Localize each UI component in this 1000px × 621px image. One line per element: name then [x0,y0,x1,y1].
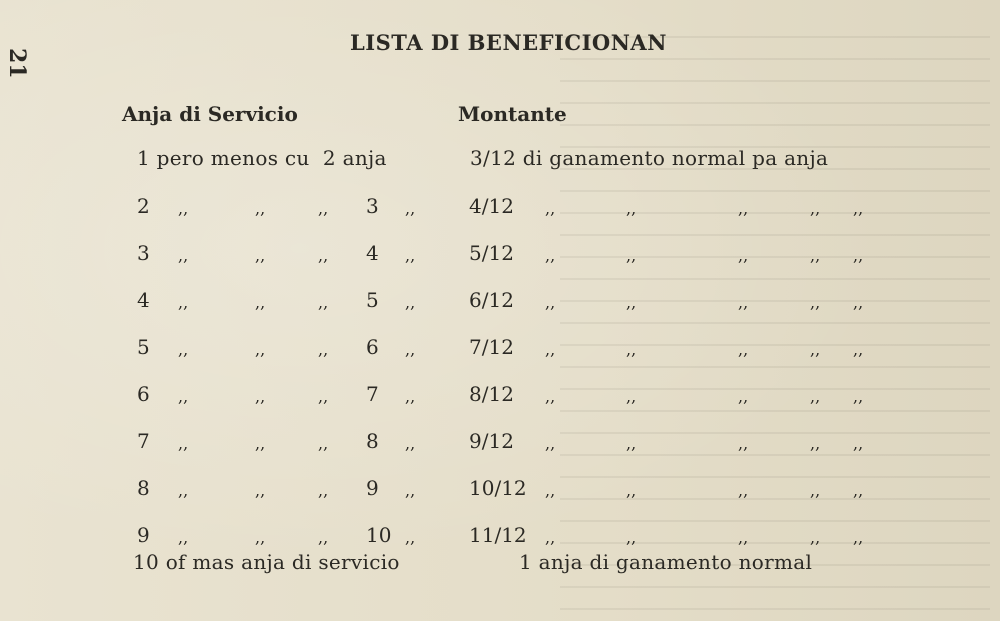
ditto-mark: ,, [178,199,189,218]
row-to: 8 [366,429,379,453]
ditto-mark: ,, [318,387,329,406]
ditto-mark: ,, [178,528,189,547]
header-amount: Montante [458,102,567,126]
ditto-mark: ,, [853,528,864,547]
ditto-mark: ,, [626,434,637,453]
ditto-mark: ,, [405,293,416,312]
row-fraction: 4/12 [469,194,514,218]
ditto-mark: ,, [853,481,864,500]
ditto-mark: ,, [810,246,821,265]
page-number: 21 [4,48,30,79]
row-to: 5 [366,288,379,312]
ditto-mark: ,, [405,340,416,359]
ditto-mark: ,, [853,199,864,218]
ditto-mark: ,, [405,387,416,406]
page-title: LISTA DI BENEFICIONAN [350,30,667,55]
row-from: 9 [137,523,150,547]
ditto-mark: ,, [738,246,749,265]
ditto-mark: ,, [810,387,821,406]
row-from: 3 [137,241,150,265]
ditto-mark: ,, [626,481,637,500]
ditto-mark: ,, [255,246,266,265]
row-fraction: 9/12 [469,429,514,453]
row-to: 7 [366,382,379,406]
row-fraction: 6/12 [469,288,514,312]
ditto-mark: ,, [318,246,329,265]
ditto-mark: ,, [545,387,556,406]
ditto-mark: ,, [738,340,749,359]
row-from: 8 [137,476,150,500]
ditto-mark: ,, [178,293,189,312]
ditto-mark: ,, [545,340,556,359]
row-from: 2 [137,194,150,218]
row-fraction: 11/12 [469,523,527,547]
ditto-mark: ,, [626,199,637,218]
ditto-mark: ,, [853,434,864,453]
ditto-mark: ,, [255,481,266,500]
ditto-mark: ,, [545,199,556,218]
ditto-mark: ,, [255,434,266,453]
row-fraction: 10/12 [469,476,527,500]
ditto-mark: ,, [405,199,416,218]
ditto-mark: ,, [738,481,749,500]
ditto-mark: ,, [255,199,266,218]
row-from: 4 [137,288,150,312]
ditto-mark: ,, [255,528,266,547]
ditto-mark: ,, [853,387,864,406]
ditto-mark: ,, [405,434,416,453]
row-fraction: 7/12 [469,335,514,359]
ditto-mark: ,, [810,528,821,547]
ditto-mark: ,, [738,434,749,453]
row-fraction: 5/12 [469,241,514,265]
header-years-of-service: Anja di Servicio [122,102,298,126]
ditto-mark: ,, [810,481,821,500]
ditto-mark: ,, [738,528,749,547]
ditto-mark: ,, [810,293,821,312]
ditto-mark: ,, [178,387,189,406]
ditto-mark: ,, [853,246,864,265]
row-fraction: 8/12 [469,382,514,406]
ditto-mark: ,, [626,293,637,312]
ditto-mark: ,, [318,199,329,218]
row-to: 10 [366,523,392,547]
ditto-mark: ,, [545,246,556,265]
ditto-mark: ,, [626,387,637,406]
ditto-mark: ,, [810,434,821,453]
row-from: 6 [137,382,150,406]
ditto-mark: ,, [255,293,266,312]
ditto-mark: ,, [738,293,749,312]
ditto-mark: ,, [545,434,556,453]
ditto-mark: ,, [178,481,189,500]
ditto-mark: ,, [178,340,189,359]
ditto-mark: ,, [178,434,189,453]
ditto-mark: ,, [178,246,189,265]
ditto-mark: ,, [318,481,329,500]
ditto-mark: ,, [626,246,637,265]
ditto-mark: ,, [318,340,329,359]
ditto-mark: ,, [405,481,416,500]
ditto-mark: ,, [853,293,864,312]
ditto-mark: ,, [810,340,821,359]
first-row-years: 1 pero menos cu 2 anja [137,146,387,170]
ditto-mark: ,, [738,387,749,406]
ditto-mark: ,, [853,340,864,359]
ditto-mark: ,, [255,387,266,406]
ditto-mark: ,, [405,246,416,265]
ditto-mark: ,, [318,293,329,312]
last-row-amount: 1 anja di ganamento normal [519,550,813,574]
ditto-mark: ,, [626,340,637,359]
row-to: 6 [366,335,379,359]
last-row-years: 10 of mas anja di servicio [133,550,400,574]
ditto-mark: ,, [318,434,329,453]
row-to: 4 [366,241,379,265]
ditto-mark: ,, [810,199,821,218]
row-to: 3 [366,194,379,218]
ditto-mark: ,, [318,528,329,547]
row-to: 9 [366,476,379,500]
row-from: 5 [137,335,150,359]
ditto-mark: ,, [255,340,266,359]
first-row-amount: 3/12 di ganamento normal pa anja [470,146,829,170]
ditto-mark: ,, [738,199,749,218]
ditto-mark: ,, [545,293,556,312]
row-from: 7 [137,429,150,453]
ditto-mark: ,, [626,528,637,547]
ditto-mark: ,, [405,528,416,547]
ditto-mark: ,, [545,481,556,500]
bleed-through-texture [560,20,990,610]
ditto-mark: ,, [545,528,556,547]
